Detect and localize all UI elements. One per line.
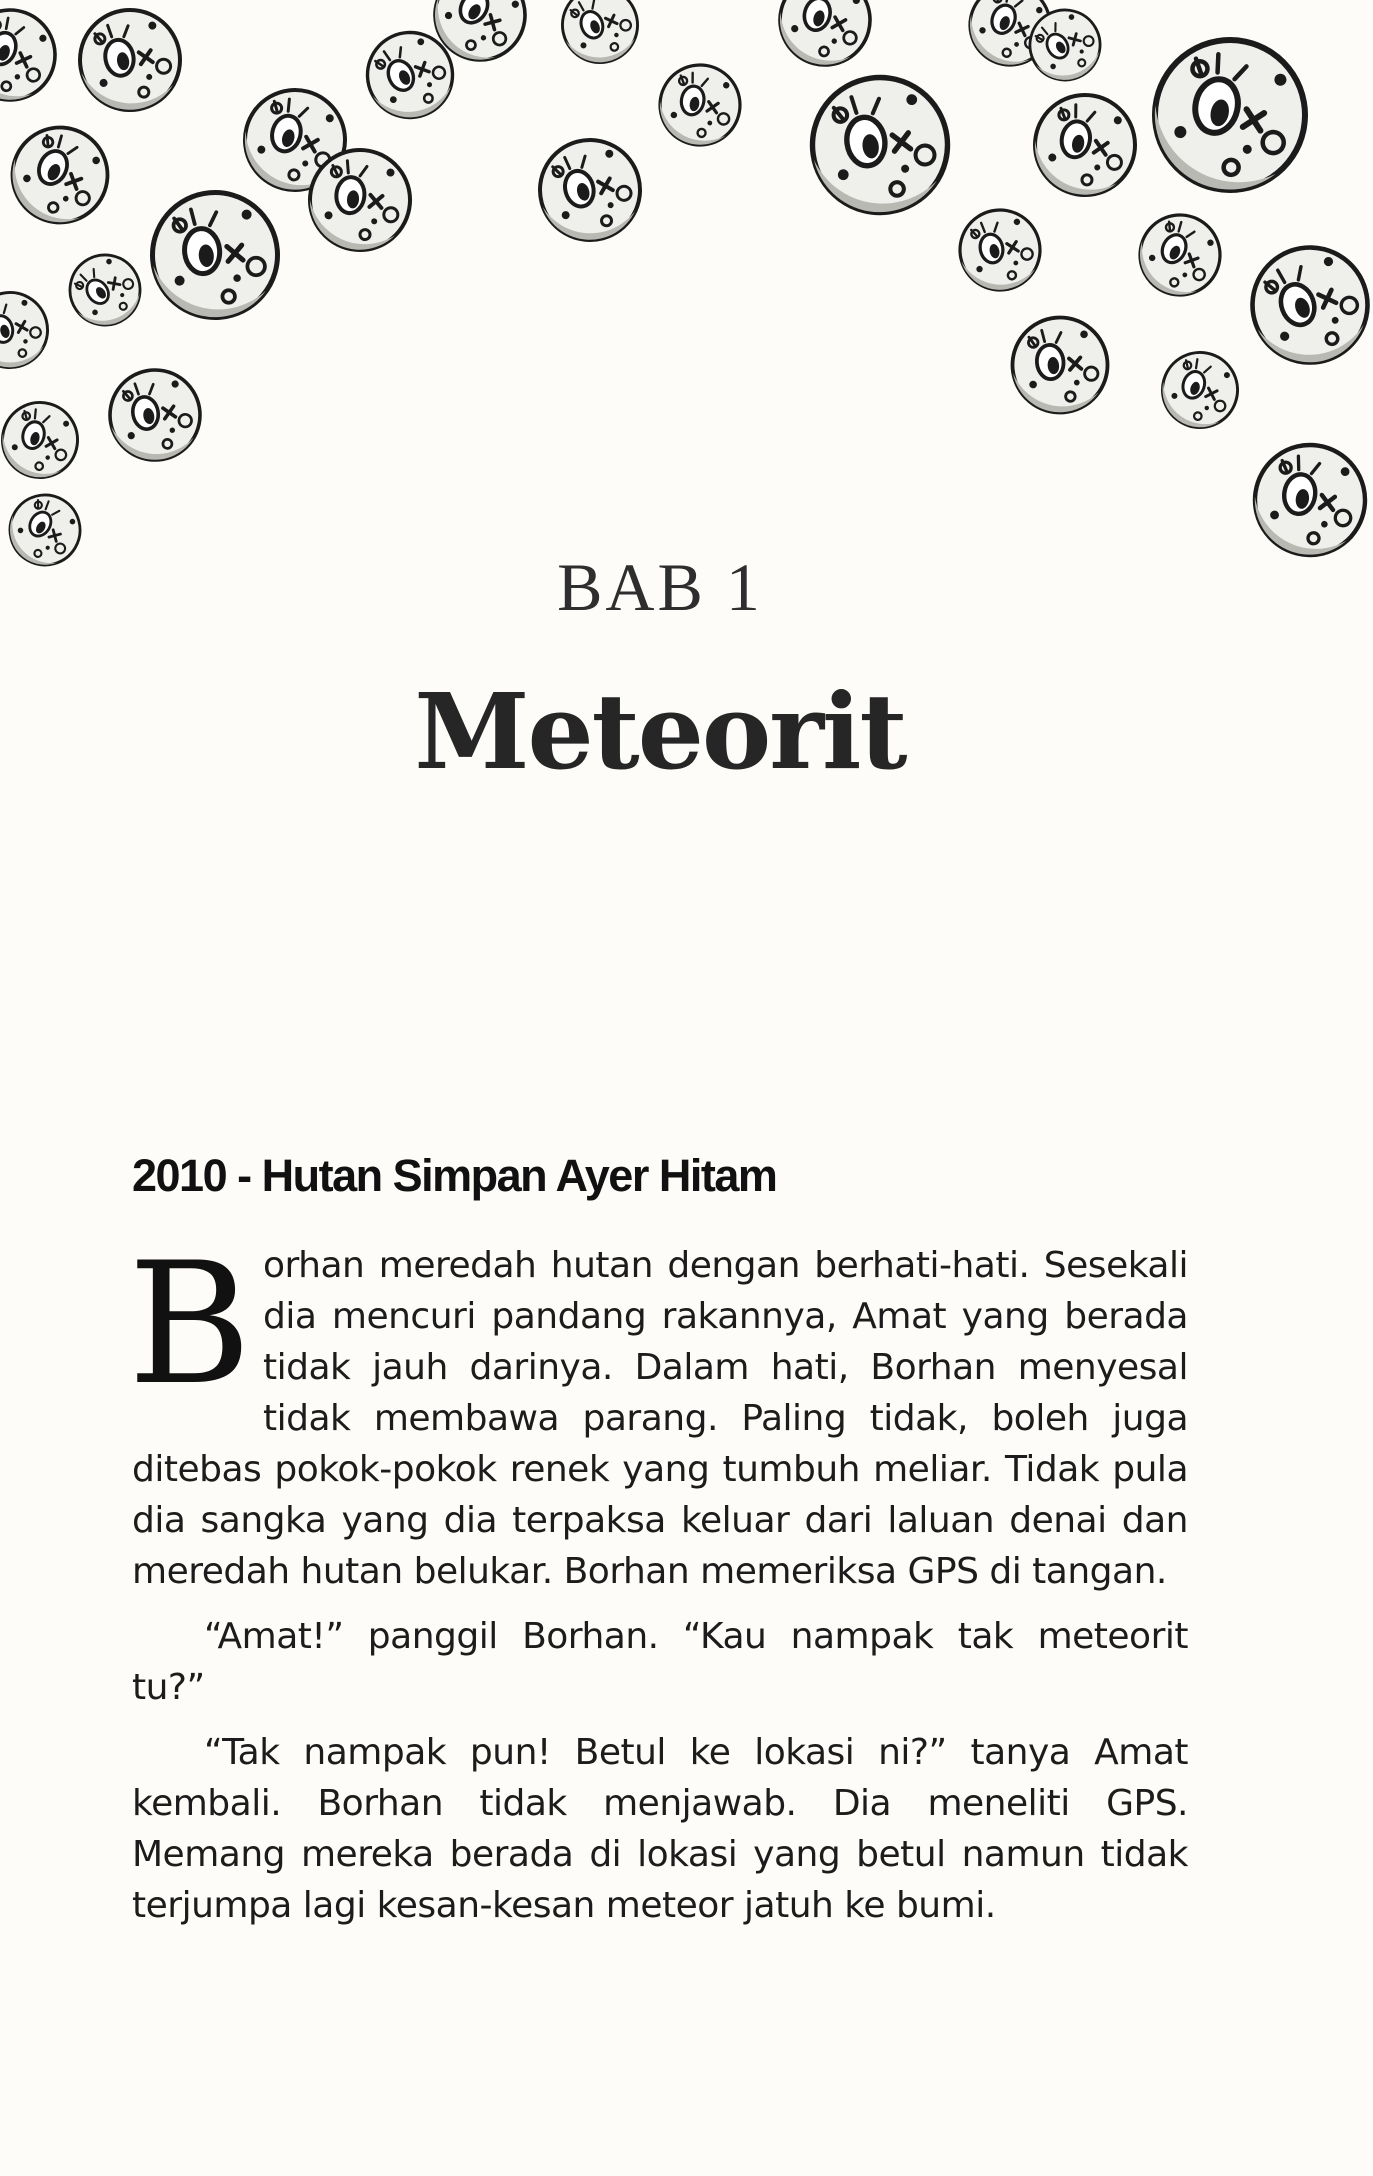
meteor-illustration-border [0, 0, 1373, 600]
meteor-icon [72, 2, 188, 118]
meteor-icon [103, 363, 207, 467]
meteor-icon [1248, 438, 1372, 562]
meteor-icon [1027, 87, 1143, 203]
meteor-icon [953, 203, 1048, 298]
meteor-icon [804, 69, 956, 221]
chapter-label: BAB 1 [557, 549, 763, 625]
meteor-icon [0, 0, 68, 113]
meteor-icon [654, 59, 747, 152]
paragraph-3: “Tak nampak pun! Betul ke lokasi ni?” tanya Amat kembali. Borhan tidak menjawab. Dia meneliti GPS. Memang mereka berada di lokasi yang betul namun tidak terjumpa lagi kesan-kesan meteor jatuh ke bumi. [132, 1732, 1188, 1926]
section-heading: 2010 - Hutan Simpan Ayer Hitam [132, 1150, 777, 1201]
meteor-icon [770, 0, 880, 75]
chapter-title: Meteorit [414, 670, 906, 793]
paragraph-1 [128, 1226, 1188, 1597]
paragraph-2: “Amat!” panggil Borhan. “Kau nampak tak meteorit tu?” [132, 1616, 1188, 1708]
meteor-icon [1141, 26, 1319, 204]
meteor-icon [147, 187, 282, 322]
meteor-icon [1236, 231, 1373, 378]
meteor-icon [1153, 343, 1248, 438]
body-text [128, 1226, 1188, 1945]
meteor-icon [529, 129, 651, 251]
meteor-icon [1127, 202, 1233, 308]
meteor-icon [552, 0, 648, 73]
meteor-icon [0, 112, 123, 238]
meteor-icon [0, 394, 86, 486]
meteor-icon [0, 284, 56, 376]
meteor-icon [1009, 314, 1112, 417]
paragraph-1-text: orhan meredah hutan dengan berhati-hati. Sesekali dia mencuri pandang rakannya, Amat yang berada tidak jauh darinya. Dalam hati, Borhan menyesal tidak membawa parang. Paling tidak, boleh juga ditebas pokok-pokok renek yang tumbuh meliar. Tidak pula dia sangka yang dia terpaksa keluar dari laluan denai dan meredah hutan belukar. Borhan memeriksa GPS di tangan. [132, 1245, 1188, 1592]
meteor-icon [56, 241, 153, 338]
drop-cap: B [128, 1226, 251, 1422]
